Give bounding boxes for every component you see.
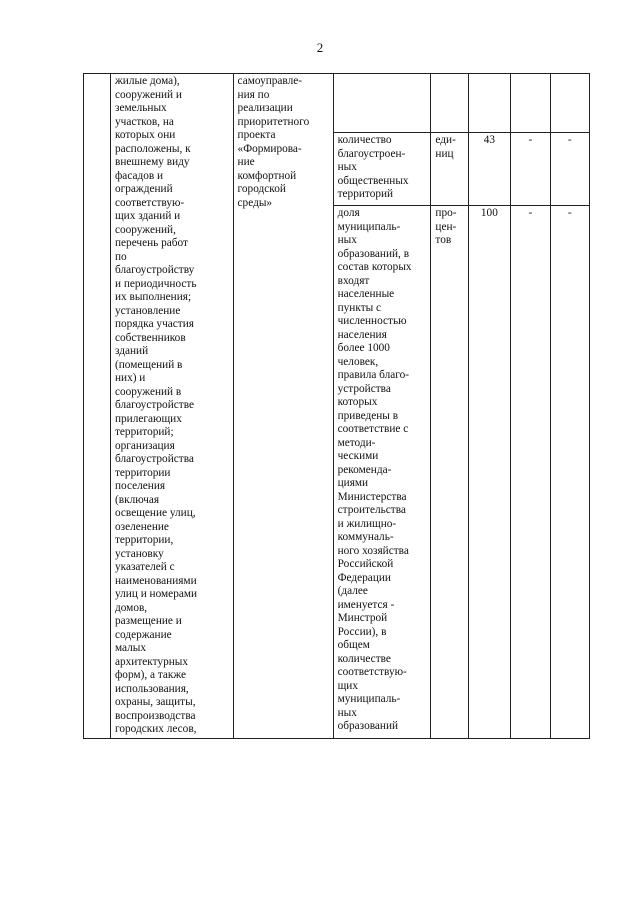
text-line: расположены, к — [114, 142, 191, 155]
text-line: Министерства — [337, 490, 407, 503]
empty-value-cell — [468, 74, 511, 133]
value-cell: 43 — [468, 133, 511, 206]
text-line: «Формирова- — [237, 142, 302, 155]
text-line: порядка участия — [114, 318, 194, 330]
text-line: соответствую- — [337, 666, 407, 678]
empty-cell — [511, 74, 550, 133]
text-line: освещение улиц, — [114, 507, 196, 519]
text-line: их выполнения; — [114, 291, 192, 303]
text-line: земельных — [114, 102, 167, 114]
text-line: форм), а также — [114, 669, 187, 681]
text-line: территории, — [114, 534, 174, 546]
text-line: образований — [337, 720, 399, 732]
table-row — [84, 74, 590, 133]
text-line: муниципаль- — [337, 693, 401, 705]
text-line: организация — [114, 439, 175, 452]
text-line: участков, на — [114, 115, 174, 128]
text-line: общем — [337, 639, 370, 651]
dash-cell: - — [511, 133, 550, 206]
text-line: сооружений, — [114, 223, 176, 236]
value-cell: 100 — [468, 206, 511, 739]
text-line: городской — [237, 183, 286, 195]
text-line: общественных — [337, 174, 409, 187]
number-cell — [84, 74, 111, 739]
text-line: населения — [337, 328, 387, 341]
text-line: охраны, защиты, — [114, 696, 196, 708]
text-line: и жилищно- — [337, 517, 397, 530]
text-line: правила благо- — [337, 369, 410, 381]
text-line: сооружений в — [114, 385, 182, 398]
text-line: наименованиями — [114, 574, 197, 587]
unit-cell — [431, 206, 468, 739]
text-line: щих — [337, 679, 359, 692]
text-line: прилегающих — [114, 412, 182, 425]
text-line: ческими — [337, 450, 379, 462]
indicator-table — [83, 73, 590, 739]
text-line: России), в — [337, 625, 387, 638]
text-line: человек, — [337, 355, 379, 368]
text-line: устройства — [337, 382, 391, 395]
text-line: перечень работ — [114, 237, 188, 249]
text-line: коммуналь- — [337, 531, 394, 543]
text-line: циями — [337, 477, 369, 489]
text-line: благоустройства — [114, 453, 194, 465]
text-line: ние — [237, 156, 255, 168]
text-line: еди- — [435, 134, 456, 146]
text-line: населенные — [337, 288, 395, 300]
text-line: щих зданий и — [114, 210, 181, 222]
text-line: именуется - — [337, 598, 395, 611]
text-line: внешнему виду — [114, 156, 190, 168]
text-line: комфортной — [237, 169, 297, 182]
text-line: по — [114, 250, 127, 263]
text-line: территорий; — [114, 426, 174, 438]
empty-cell — [550, 74, 589, 133]
text-line: тов — [435, 234, 452, 246]
empty-unit-cell — [431, 74, 468, 133]
text-line: территории — [114, 466, 171, 479]
text-line: благоустроен- — [337, 147, 406, 160]
text-line: благоустройству — [114, 264, 195, 276]
text-line: численностью — [337, 315, 407, 327]
text-line: благоустройстве — [114, 399, 194, 411]
text-line: ного хозяйства — [337, 544, 409, 557]
project-cell — [233, 74, 333, 739]
text-line: (далее — [337, 585, 368, 597]
text-line: более 1000 — [337, 342, 390, 354]
text-line: и периодичность — [114, 277, 197, 290]
page-number: 2 — [316, 40, 324, 55]
text-line: которых они — [114, 129, 176, 141]
text-line: малых — [114, 642, 147, 654]
text-line: Федерации — [337, 571, 391, 584]
text-line: установление — [114, 304, 181, 317]
text-line: соответствую- — [114, 196, 185, 209]
text-line: приоритетного — [237, 115, 310, 128]
text-line: жилые дома), — [114, 75, 180, 87]
text-line: поселения — [114, 480, 166, 492]
text-line: улиц и номерами — [114, 588, 198, 600]
indicator-cell — [333, 206, 431, 739]
text-line: самоуправле- — [237, 75, 303, 87]
text-line: про- — [435, 207, 457, 219]
text-line: (включая — [114, 493, 160, 506]
text-line: муниципаль- — [337, 220, 401, 233]
dash-cell: - — [550, 206, 589, 739]
indicator-cell — [333, 133, 431, 206]
text-line: зданий — [114, 345, 149, 357]
text-line: ниц — [435, 147, 454, 160]
text-line: содержание — [114, 628, 172, 641]
text-line: образований, в — [337, 247, 410, 260]
text-line: ных — [337, 161, 357, 173]
text-line: размещение и — [114, 615, 182, 627]
text-line: Минстрой — [337, 612, 388, 624]
text-line: входят — [337, 274, 370, 287]
text-line: соответствие с — [337, 423, 409, 435]
text-line: городских лесов, — [114, 723, 197, 735]
text-line: количество — [337, 134, 392, 146]
empty-indicator-cell — [333, 74, 431, 133]
text-line: домов, — [114, 601, 148, 614]
text-line: ных — [337, 234, 357, 246]
text-line: которых — [337, 396, 378, 408]
text-line: Российской — [337, 558, 394, 570]
text-line: рекоменда- — [337, 463, 392, 476]
text-line: цен- — [435, 220, 457, 233]
text-line: фасадов и — [114, 169, 164, 182]
text-line: сооружений и — [114, 88, 182, 101]
text-line: использования, — [114, 682, 189, 695]
text-line: установку — [114, 547, 164, 560]
dash-cell: - — [550, 133, 589, 206]
text-line: ограждений — [114, 183, 173, 195]
text-line: собственников — [114, 331, 186, 344]
text-line: озеленение — [114, 520, 169, 533]
text-line: воспроизводства — [114, 709, 196, 722]
text-line: территорий — [337, 188, 394, 200]
text-line: (помещений в — [114, 358, 183, 371]
text-line: них) и — [114, 372, 146, 384]
text-line: проекта — [237, 129, 276, 141]
unit-cell — [431, 133, 468, 206]
text-line: реализации — [237, 102, 293, 114]
text-line: приведены в — [337, 409, 399, 422]
dash-cell: - — [511, 206, 550, 739]
text-line: ных — [337, 706, 357, 719]
text-line: состав которых — [337, 261, 412, 273]
text-line: количестве — [337, 652, 391, 665]
text-line: строительства — [337, 504, 406, 516]
text-line: доля — [337, 207, 360, 219]
text-line: архитектурных — [114, 655, 189, 668]
text-line: среды» — [237, 196, 273, 209]
text-line: указателей с — [114, 561, 175, 573]
description-cell — [110, 74, 233, 739]
text-line: методи- — [337, 436, 376, 449]
text-line: ния по — [237, 88, 270, 101]
text-line: пункты с — [337, 301, 382, 314]
